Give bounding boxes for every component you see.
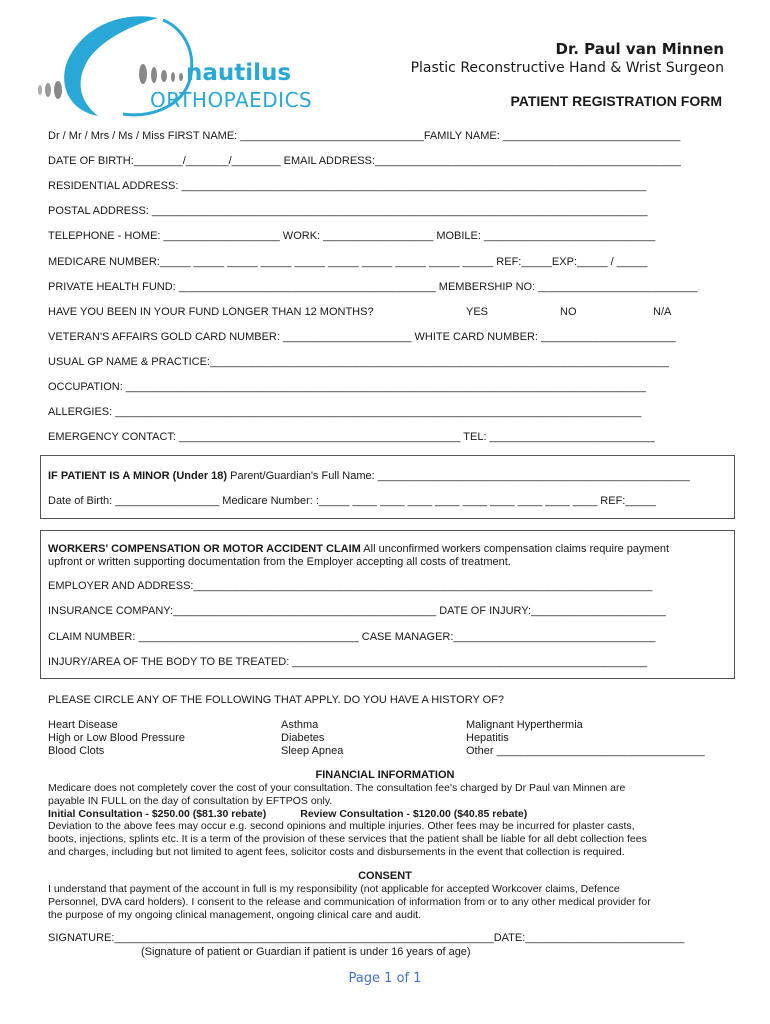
consent-line: Personnel, DVA card holders). I consent to the release and communication of information from or to any other medical provider for bbox=[48, 895, 651, 908]
page-number: Page 1 of 1 bbox=[348, 971, 422, 986]
history-col-1 bbox=[48, 719, 185, 758]
financial-line: Medicare does not completely cover the cost of your consultation. The consultation fee's charged by Dr Paul van Minnen are bbox=[48, 782, 626, 794]
signature-note: (Signature of patient or Guardian if patient is under 16 years of age) bbox=[141, 946, 471, 958]
injury-area-field[interactable]: INJURY/AREA OF THE BODY TO BE TREATED: __________________________________________________________ bbox=[48, 656, 648, 668]
veterans-card-field[interactable]: VETERAN'S AFFAIRS GOLD CARD NUMBER: _____________________ WHITE CARD NUMBER: ______________________ bbox=[48, 331, 676, 343]
logo-dot bbox=[179, 73, 183, 81]
consent-heading: CONSENT bbox=[358, 870, 412, 882]
fund-option-no[interactable]: NO bbox=[560, 306, 577, 318]
history-question: PLEASE CIRCLE ANY OF THE FOLLOWING THAT APPLY. DO YOU HAVE A HISTORY OF? bbox=[48, 694, 505, 706]
review-consultation-fee: Review Consultation - $120.00 ($40.85 rebate) bbox=[300, 807, 528, 820]
minor-guardian-line[interactable] bbox=[48, 470, 690, 482]
residential-address-field[interactable]: RESIDENTIAL ADDRESS: ____________________________________________________________________________ bbox=[48, 180, 647, 192]
financial-line: Deviation to the above fees may occur e.g. second opinions and multiple injuries. Other fees may be incurred for plaster casts, bbox=[48, 820, 635, 833]
doctor-name: Dr. Paul van Minnen bbox=[555, 40, 724, 58]
consent-line: the purpose of my ongoing clinical management, ongoing clinical care and audit. bbox=[48, 908, 421, 921]
form-title: PATIENT REGISTRATION FORM bbox=[510, 93, 722, 109]
history-col-3 bbox=[466, 719, 705, 758]
fee-line bbox=[48, 808, 647, 821]
employer-field[interactable]: EMPLOYER AND ADDRESS:___________________________________________________________________________ bbox=[48, 580, 653, 592]
minor-heading: IF PATIENT IS A MINOR (Under 18) bbox=[48, 470, 228, 482]
financial-line: payable IN FULL on the day of consultation by EFTPOS only. bbox=[48, 794, 333, 807]
claim-number-field[interactable]: CLAIM NUMBER: ____________________________________ CASE MANAGER:_________________________________ bbox=[48, 631, 656, 643]
dob-email-field[interactable]: DATE OF BIRTH:________/_______/________ EMAIL ADDRESS:__________________________________________________ bbox=[48, 155, 681, 167]
fund-option-yes[interactable]: YES bbox=[466, 306, 489, 318]
history-item[interactable]: High or Low Blood Pressure bbox=[48, 732, 185, 744]
doctor-title: Plastic Reconstructive Hand & Wrist Surgeon bbox=[410, 60, 724, 76]
logo-dot bbox=[38, 85, 42, 95]
fund-question: HAVE YOU BEEN IN YOUR FUND LONGER THAN 12 MONTHS? bbox=[48, 306, 374, 318]
consent-text bbox=[48, 883, 651, 921]
guardian-name-field[interactable]: Parent/Guardian's Full Name: ___________________________________________________ bbox=[227, 470, 690, 482]
signature-field[interactable]: SIGNATURE:______________________________________________________________DATE:__________________________ bbox=[48, 932, 685, 944]
financial-text bbox=[48, 782, 647, 859]
history-item[interactable]: Malignant Hyperthermia bbox=[466, 719, 583, 731]
logo-dot bbox=[151, 67, 157, 83]
logo-dot bbox=[161, 70, 167, 82]
history-item[interactable]: Diabetes bbox=[281, 732, 325, 744]
medicare-field[interactable]: MEDICARE NUMBER:_____ _____ _____ _____ _____ _____ _____ _____ _____ _____ REF:_____EXP:_____ / _____ bbox=[48, 256, 648, 268]
logo-word: nautilus bbox=[186, 60, 292, 86]
history-item[interactable]: Other __________________________________ bbox=[466, 745, 705, 757]
emergency-contact-field[interactable]: EMERGENCY CONTACT: ______________________________________________ TEL: ___________________________ bbox=[48, 431, 655, 443]
initial-consultation-fee: Initial Consultation - $250.00 ($81.30 rebate) bbox=[48, 807, 267, 820]
insurance-field[interactable]: INSURANCE COMPANY:___________________________________________ DATE OF INJURY:______________________ bbox=[48, 605, 666, 617]
name-field[interactable]: Dr / Mr / Mrs / Ms / Miss FIRST NAME: ______________________________FAMILY NAME: _____________________________ bbox=[48, 130, 681, 142]
logo-dot bbox=[113, 58, 123, 86]
logo-dot bbox=[45, 83, 51, 97]
minor-section bbox=[40, 455, 735, 519]
postal-address-field[interactable]: POSTAL ADDRESS: _________________________________________________________________________________ bbox=[48, 205, 648, 217]
logo-sub: ORTHOPAEDICS bbox=[150, 88, 313, 112]
fund-option-na[interactable]: N/A bbox=[653, 306, 672, 318]
consent-line: I understand that payment of the account in full is my responsibility (not applicable for accepted Workcover claims, Defence bbox=[48, 883, 620, 895]
logo-dot bbox=[54, 81, 62, 99]
financial-heading: FINANCIAL INFORMATION bbox=[315, 769, 455, 781]
allergies-field[interactable]: ALLERGIES: ______________________________________________________________________________________ bbox=[48, 406, 642, 418]
financial-line: boots, injections, splints etc. It is a term of the provision of these services that the patient shall be liable for all debt collection fees bbox=[48, 833, 647, 846]
logo-dot bbox=[98, 56, 110, 88]
minor-dob-medicare-field[interactable]: Date of Birth: _________________ Medicare Number: :_____ ____ ____ ____ ____ ____ ____ ____ ____ ____ REF:_____ bbox=[48, 495, 656, 507]
history-col-2 bbox=[281, 719, 343, 758]
history-item[interactable]: Hepatitis bbox=[466, 732, 509, 744]
workers-heading: WORKERS' COMPENSATION OR MOTOR ACCIDENT CLAIM bbox=[48, 543, 361, 555]
history-item[interactable]: Blood Clots bbox=[48, 745, 105, 757]
history-item[interactable]: Asthma bbox=[281, 719, 319, 731]
workers-heading-line bbox=[48, 543, 669, 555]
health-fund-field[interactable]: PRIVATE HEALTH FUND: __________________________________________ MEMBERSHIP NO: __________________________ bbox=[48, 281, 698, 293]
telephone-field[interactable]: TELEPHONE - HOME: ___________________ WORK: __________________ MOBILE: ____________________________ bbox=[48, 230, 656, 242]
history-item[interactable]: Sleep Apnea bbox=[281, 745, 344, 757]
occupation-field[interactable]: OCCUPATION: _____________________________________________________________________________________ bbox=[48, 381, 646, 393]
gp-field[interactable]: USUAL GP NAME & PRACTICE:___________________________________________________________________________ bbox=[48, 356, 669, 368]
workers-note-2: upfront or written supporting documentation from the Employer accepting all costs of treatment. bbox=[48, 556, 511, 568]
logo-dot bbox=[139, 64, 147, 84]
financial-line: and charges, including but not limited to agent fees, solicitor costs and disbursements in the event that collection is required. bbox=[48, 845, 625, 858]
history-item[interactable]: Heart Disease bbox=[48, 719, 118, 731]
logo-dot bbox=[127, 61, 135, 85]
workers-note: All unconfirmed workers compensation claims require payment bbox=[360, 543, 669, 555]
logo-dot bbox=[171, 72, 175, 82]
